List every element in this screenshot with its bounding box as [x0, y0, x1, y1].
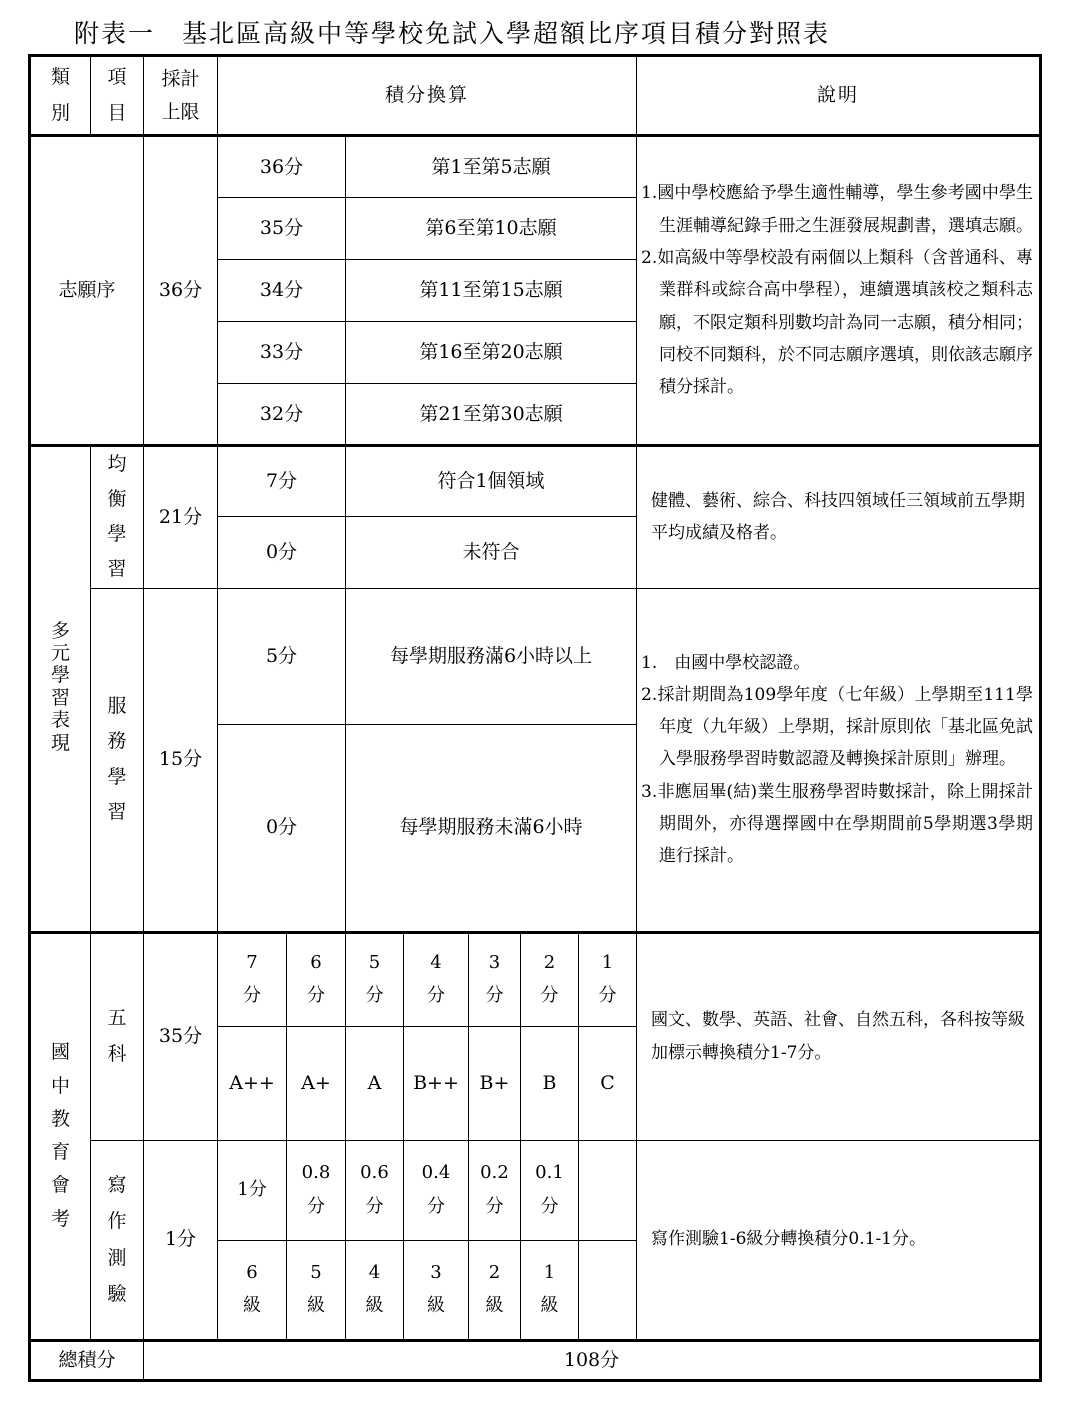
writing-cap: 1分: [144, 1140, 218, 1340]
writing-score-row: [30, 1140, 1041, 1240]
five-grade-cell: A+: [287, 1026, 346, 1140]
five-grade-cell: B+: [469, 1026, 521, 1140]
balanced-score: 7分: [218, 446, 346, 517]
writing-note-text: 寫作測驗1-6級分轉換積分0.1-1分。: [651, 1229, 927, 1250]
five-score-cell: 2分: [521, 932, 579, 1026]
service-notes: [637, 588, 1041, 932]
balanced-desc: 符合1個領域: [346, 446, 637, 517]
header-category: 類別: [30, 56, 91, 136]
header-explanation: 說明: [637, 56, 1041, 136]
balanced-item: 均衡學習: [91, 446, 144, 589]
five-grade-cell: B: [521, 1026, 579, 1140]
writing-level-cell: 4級: [346, 1240, 404, 1340]
five-grade-cell: B++: [404, 1026, 469, 1140]
volunteer-note: 1.國中學校應給予學生適性輔導，學生參考國中學生生涯輔導紀錄手冊之生涯發展規劃書，選填志願。: [641, 183, 1034, 236]
header-row: [30, 56, 1041, 136]
volunteer-row: [30, 136, 1041, 198]
volunteer-score: 32分: [218, 384, 346, 446]
balanced-cap: 21分: [144, 446, 218, 589]
volunteer-desc: 第6至第10志願: [346, 198, 637, 260]
writing-score-cell: 0.4分: [404, 1140, 469, 1240]
service-score: 5分: [218, 588, 346, 724]
service-note: 3.非應屆畢(結)業生服務學習時數採計，除上開採計期間外，亦得選擇國中在學期間前5學期選3學期進行採計。: [641, 781, 1034, 867]
exam-category: 國中教育會考: [30, 932, 91, 1340]
writing-score-cell: 1分: [218, 1140, 287, 1240]
balanced-desc: 未符合: [346, 517, 637, 588]
five-score-cell: 3分: [469, 932, 521, 1026]
five-score-cell: 1分: [579, 932, 637, 1026]
volunteer-score: 34分: [218, 260, 346, 322]
writing-score-cell: 0.8分: [287, 1140, 346, 1240]
volunteer-desc: 第11至第15志願: [346, 260, 637, 322]
volunteer-desc: 第21至第30志願: [346, 384, 637, 446]
volunteer-score: 36分: [218, 136, 346, 198]
five-grade-cell: A: [346, 1026, 404, 1140]
five-score-cell: 5分: [346, 932, 404, 1026]
total-label: 總積分: [30, 1340, 144, 1380]
service-score: 0分: [218, 724, 346, 932]
five-score-cell: 4分: [404, 932, 469, 1026]
volunteer-cap: 36分: [144, 136, 218, 446]
volunteer-desc: 第1至第5志願: [346, 136, 637, 198]
score-table: [28, 54, 1042, 1382]
service-note: 1. 由國中學校認證。: [641, 652, 811, 673]
five-score-cell: 6分: [287, 932, 346, 1026]
five-grade-cell: A++: [218, 1026, 287, 1140]
writing-item: 寫作測驗: [91, 1140, 144, 1340]
volunteer-score: 33分: [218, 322, 346, 384]
service-note: 2.採計期間為109學年度（七年級）上學期至111學年度（九年級）上學期，採計原則依「基北區免試入學服務學習時數認證及轉換採計原則」辦理。: [641, 684, 1034, 770]
volunteer-notes: [637, 136, 1041, 446]
writing-level-cell: 5級: [287, 1240, 346, 1340]
five-cap: 35分: [144, 932, 218, 1140]
service-desc: 每學期服務未滿6小時: [346, 724, 637, 932]
writing-note: [637, 1140, 1041, 1340]
volunteer-note: 2.如高級中等學校設有兩個以上類科（含普通科、專業群科或綜合高中學程），連續選填該校之類科志願，不限定類科別數均計為同一志願，積分相同；同校不同類科，於不同志願序選填，則依該志願序積分採計。: [641, 248, 1034, 398]
service-cap: 15分: [144, 588, 218, 932]
service-desc: 每學期服務滿6小時以上: [346, 588, 637, 724]
five-note-text: 國文、數學、英語、社會、自然五科，各科按等級加標示轉換積分1-7分。: [651, 1010, 1026, 1063]
volunteer-desc: 第16至第20志願: [346, 322, 637, 384]
service-row: [30, 588, 1041, 724]
writing-level-cell: 6級: [218, 1240, 287, 1340]
five-item: 五科: [91, 932, 144, 1140]
total-row: [30, 1340, 1041, 1380]
five-score-row: [30, 932, 1041, 1026]
writing-score-cell: [579, 1140, 637, 1240]
document-title: 附表一 基北區高級中等學校免試入學超額比序項目積分對照表: [74, 19, 831, 48]
balanced-score: 0分: [218, 517, 346, 588]
writing-score-cell: 0.1分: [521, 1140, 579, 1240]
writing-level-cell: [579, 1240, 637, 1340]
volunteer-category: 志願序: [30, 136, 144, 446]
header-cap: 採計上限: [144, 56, 218, 136]
header-item: 項目: [91, 56, 144, 136]
diverse-category: 多元學習表現: [30, 446, 91, 933]
balanced-note: [637, 446, 1041, 589]
five-score-cell: 7分: [218, 932, 287, 1026]
five-note: [637, 932, 1041, 1140]
five-grade-cell: C: [579, 1026, 637, 1140]
writing-level-cell: 2級: [469, 1240, 521, 1340]
volunteer-score: 35分: [218, 198, 346, 260]
balanced-note-text: 健體、藝術、綜合、科技四領域任三領域前五學期平均成績及格者。: [651, 490, 1026, 544]
service-item: 服務學習: [91, 588, 144, 932]
writing-level-cell: 1級: [521, 1240, 579, 1340]
writing-level-cell: 3級: [404, 1240, 469, 1340]
writing-score-cell: 0.6分: [346, 1140, 404, 1240]
writing-score-cell: 0.2分: [469, 1140, 521, 1240]
header-conversion: 積分換算: [218, 56, 637, 136]
total-value: 108分: [144, 1340, 1041, 1380]
balanced-row: [30, 446, 1041, 517]
